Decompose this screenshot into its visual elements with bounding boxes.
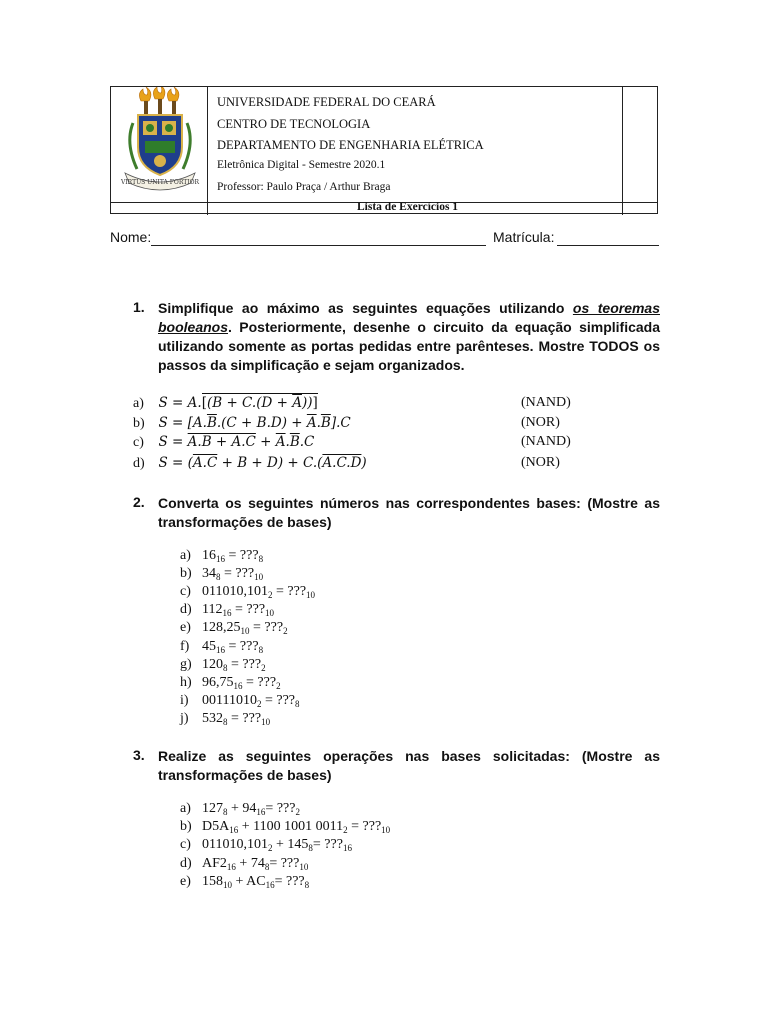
q2-number: 2. [133,494,145,510]
department-name: DEPARTAMENTO DE ENGENHARIA ELÉTRICA [217,138,484,152]
q2-text: Converta os seguintes números nas correspondentes bases: (Mostre as transformações de bases) [158,495,660,530]
q3-operand-2: 94 [242,801,257,816]
q3-operator: + [235,855,251,871]
q2-item: a) $16_{16}$ = $???_8$ [180,548,264,564]
q3-item [180,801,300,817]
name-label: Nome: [110,229,152,245]
q3-text: Realize as seguintes operações nas bases solicitadas: (Mostre as transformações de bases) [158,748,660,783]
q2-item-label: d) [180,602,192,618]
q3-item [180,874,309,890]
q2-unknown: ??? [257,674,277,690]
q2-item: h) $96,75_{16}$ = $???_2$ [180,674,281,691]
q2-number-base: 8 [216,572,221,583]
name-field[interactable] [151,245,486,246]
q3-operand-2: 145 [287,837,309,853]
q3-equals: = [312,837,325,853]
q1-equation-c: $S = A.B + A.C + \overline{A}.\overline{B}.C$ [158,434,315,450]
q2-target-base: 8 [295,698,300,709]
q2-unknown: ??? [242,656,262,672]
q3-item-label: c) [180,837,191,853]
q3-operand-1: 158 [202,873,223,889]
q3-operand-1-base: 2 [267,843,273,854]
q3-equals: = [274,873,286,889]
q3-operator: + [238,819,254,835]
center-name: CENTRO DE TECNOLOGIA [217,117,371,131]
q1-equation-b: $S = [A.\overline{B}.(C + B.D) + \overline{A}.\overline{B}].C$ [158,415,351,431]
q2-item-label: b) [180,566,192,582]
q3-item-label: a) [180,801,191,816]
q2-number-base: 8 [223,716,228,727]
q2-item: d) $112_{16}$ = $???_{10}$ [180,602,275,619]
q3-unknown: ??? [362,819,382,835]
seal-motto: VIRTUS UNITA FORTIOR [120,179,200,186]
header-right-divider [622,87,623,215]
q3-equals: = [265,801,277,816]
q2-number-base: 8 [223,662,228,673]
q3-operand-1-base: 8 [223,807,228,817]
q2-number-value: 128,25 [202,620,241,636]
q2-target-base: 2 [283,626,288,637]
q3-target-base: 2 [295,807,300,817]
q3-item-label: e) [180,873,191,889]
q2-number-base: 10 [240,626,250,637]
q2-number-value: 45 [202,638,216,654]
q1-item-b: b) $S = [A.\overline{B}.(C + B.D) + \overline{A}.\overline{B}].C$ [133,415,351,431]
q3-unknown: ??? [285,873,305,889]
q3-target-base: 8 [304,879,310,890]
matricula-label: Matrícula: [493,229,555,245]
q2-target-base: 2 [276,680,281,691]
q3-operator: + [232,873,247,889]
q2-item-label: j) [180,710,189,726]
university-seal [111,87,208,215]
q3-target-base: 16 [342,843,352,854]
q3-number: 3. [133,747,145,763]
q1-item-c: c) $S = A.B + A.C + \overline{A}.\overline{B}.C$ [133,434,315,450]
q2-unknown: ??? [239,548,259,563]
q3-item [180,856,308,872]
q2-item: j) $532_8$ = $???_{10}$ [180,710,271,727]
q3-item [180,819,390,835]
q2-number-value: 112 [202,602,223,618]
q2-item-label: f) [180,638,190,654]
q3-item-label: d) [180,855,192,871]
professor-line: Professor: Paulo Praça / Arthur Braga [217,181,391,193]
list-title: Lista de Exercícios 1 [357,201,459,213]
q2-target-base: 10 [261,716,271,727]
q3-operand-1: 011010,101 [202,837,268,853]
q3-item [180,837,352,853]
student-info-row [110,229,660,249]
q3-operand-1: 127 [202,801,223,816]
q3-operand-2-base: 8 [264,861,270,872]
q2-unknown: ??? [264,620,284,636]
q3-target-base: 10 [381,825,391,836]
q1-gate-d: (NOR) [521,455,560,470]
q2-item-label: g) [180,656,192,672]
q2-number-base: 16 [233,680,243,691]
q1-text-emphasis: os teoremas booleanos [158,300,660,335]
q2-item-label: i) [180,692,189,708]
q2-item: i) $00111010_2$ = $???_8$ [180,692,300,709]
q3-operand-2: 74 [250,855,265,871]
q3-unknown: ??? [280,855,300,871]
q2-number-value: 16 [202,548,216,563]
q1-item-d: d) S = (A.C + B + D) + C.(A.C.D) [133,455,367,471]
q2-number-base: 16 [216,554,225,564]
q2-number-base: 16 [222,608,232,619]
q2-unknown: ??? [276,692,296,708]
q2-number-value: 00111010 [202,692,257,708]
matricula-field[interactable] [557,245,659,246]
q2-unknown: ??? [287,584,307,600]
q2-unknown: ??? [239,638,259,654]
course-name: Eletrônica Digital - Semestre 2020.1 [217,159,386,171]
q3-operator: + [227,801,243,816]
q3-operand-2-base: 2 [343,825,348,836]
q3-target-base: 10 [299,861,309,872]
header-table [110,86,658,214]
q2-item: e) $128,25_{10}$ = $???_2$ [180,620,288,637]
q3-operand-2: AC [246,873,266,889]
q2-unknown: ??? [235,566,255,582]
q2-number-value: 96,75 [202,674,234,690]
q2-target-base: 8 [258,554,264,564]
q2-number-base: 2 [256,698,262,709]
q2-unknown: ??? [246,602,266,618]
q1-gate-c: (NAND) [521,434,571,449]
q2-number-base: 2 [267,590,273,601]
q3-operand-2-base: 16 [265,879,275,890]
seal-icon [111,87,207,201]
q2-item-label: h) [180,674,192,690]
q1-gate-a: (NAND) [521,395,571,410]
q2-item-label: e) [180,620,191,636]
q1-item-label: a) [133,396,144,411]
q2-item: f) $45_{16}$ = $???_8$ [180,638,264,655]
q3-operand-2-base: 8 [308,843,313,854]
q1-text-b: . Posteriormente, desenhe o circuito da equação simplificada utilizando somente as portas pedidas entre parênteses. Mostre TODOS os passos da simplificação e sejam organizados. [158,319,660,373]
q1-number: 1. [133,299,145,315]
q2-number-value: 532 [202,710,223,726]
q2-item: g) $120_8$ = $???_2$ [180,656,266,673]
q1-equation-a: S = A. $[(B + C.(D + \overline{A}))]$ [158,395,318,411]
q1-item-a [133,395,318,412]
q2-number-value: 011010,101 [202,584,268,600]
q3-equals: = [269,855,281,871]
q2-item: b) $34_8$ = $???_{10}$ [180,566,264,583]
q3-operand-1-base: 16 [226,861,236,872]
university-name: UNIVERSIDADE FEDERAL DO CEARÁ [217,95,436,109]
q3-operand-2-base: 16 [256,807,266,817]
q1-equation-d: S = (A.C + B + D) + C.(A.C.D) [158,455,367,471]
q3-unknown: ??? [276,801,296,816]
q3-unknown: ??? [324,837,343,853]
q2-target-base: 10 [306,590,316,601]
q2-number-value: 34 [202,566,216,582]
q3-operand-1: AF2 [202,855,227,871]
q2-target-base: 10 [254,572,264,583]
q3-operator: + [272,837,288,853]
q1-text [158,299,660,375]
q1-gate-b: (NOR) [521,415,560,430]
q2-target-base: 10 [265,608,275,619]
q3-item-label: b) [180,819,192,835]
q2-number-base: 16 [216,644,225,655]
q3-operand-1: D5A [202,819,230,835]
q2-target-base: 8 [258,644,264,655]
q2-item: c) $011010,101_2$ = $???_{10}$ [180,584,316,601]
q3-operand-1-base: 16 [229,825,239,836]
q2-item-label: c) [180,584,191,600]
q2-item-label: a) [180,548,191,563]
q1-text-a: Simplifique ao máximo as seguintes equações utilizando [158,300,565,316]
q2-unknown: ??? [242,710,262,726]
q3-operand-1-base: 10 [223,879,232,890]
q3-operand-2: 1100 1001 0011 [253,819,344,835]
q2-number-value: 120 [202,656,223,672]
q2-target-base: 2 [261,662,266,673]
q3-equals: = [347,819,363,835]
